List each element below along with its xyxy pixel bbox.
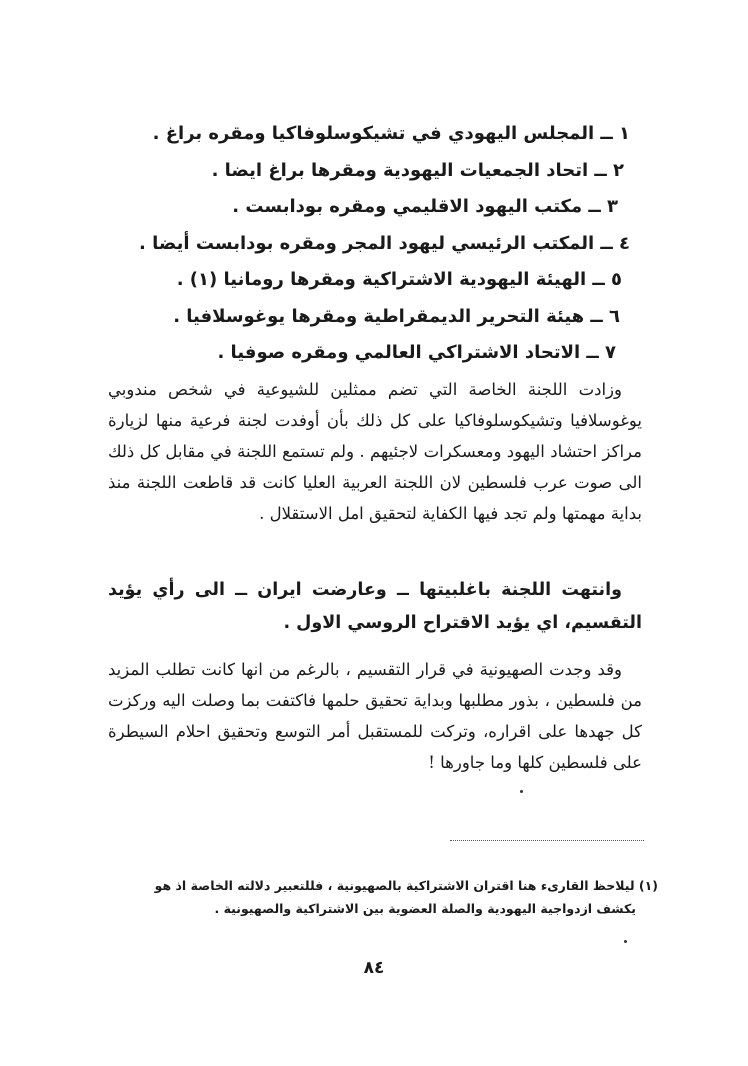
- footnote: [98, 874, 658, 920]
- footnote-line-2: يكشف ازدواجية اليهودية والصلة العضوية بين الاشتراكية والصهيونية .: [214, 901, 636, 916]
- list-item: ٦ ــ هيئة التحرير الديمقراطية ومقرها يوغوسلافيا .: [173, 305, 620, 327]
- list-item: ٥ ــ الهيئة اليهودية الاشتراكية ومقرها رومانيا (١) .: [176, 269, 622, 290]
- list-item: ٣ ــ مكتب اليهود الاقليمي ومقره بودابست .: [232, 196, 618, 217]
- list-item: ٧ ــ الاتحاد الاشتراكي العالمي ومقره صوفيا .: [217, 342, 616, 363]
- list-item: ٢ ــ اتحاد الجمعيات اليهودية ومقرها براغ ايضا .: [211, 159, 624, 181]
- body-paragraph-zionism: وقد وجدت الصهيونية في قرار التقسيم ، بالرغم من انها كانت تطلب المزيد من فلسطين ، بذور مطلبها وبداية تحقيق حلمها فاكتفت بما وصلت اليه وركزت كل جهدها على اقراره، وتركت للمستقبل أمر التوسع وتحقيق احلام السيطرة على فلسطين كلها وما جاورها !: [108, 660, 642, 772]
- footnote-divider: [450, 840, 644, 841]
- list-item: ٤ ــ المكتب الرئيسي ليهود المجر ومقره بودابست أيضا .: [139, 232, 630, 254]
- ink-speck: [520, 790, 523, 793]
- body-paragraph-partition-decision: وانتهت اللجنة باغلبيتها ــ وعارضت ايران ــ الى رأي يؤيد التقسيم، اي يؤيد الاقتراح الروسي الاول .: [108, 580, 642, 633]
- list-item: ١ ــ المجلس اليهودي في تشيكوسلوفاكيا ومقره براغ .: [152, 123, 630, 144]
- page-number: ٨٤: [363, 958, 385, 978]
- ink-speck: [624, 940, 627, 943]
- footnote-line-1: (١) ليلاحظ القارىء هنا اقتران الاشتراكية بالصهيونية ، فللتعبير دلالته الخاصة اذ هو: [154, 878, 658, 893]
- organizations-list: [110, 116, 630, 372]
- body-paragraph-committee: وزادت اللجنة الخاصة التي تضم ممثلين للشيوعية في شخص مندوبي يوغوسلافيا وتشيكوسلوفاكيا على كل ذلك بأن أوفدت لجنة فرعية منها لزيارة مراكز احتشاد اليهود ومعسكرات لاجئيهم . ولم تستمع اللجنة في مقابل كل ذلك الى صوت عرب فلسطين لان اللجنة العربية العليا كانت قد قاطعت اللجنة منذ بداية مهمتها ولم تجد فيها الكفاية لتحقيق امل الاستقلال .: [108, 380, 642, 523]
